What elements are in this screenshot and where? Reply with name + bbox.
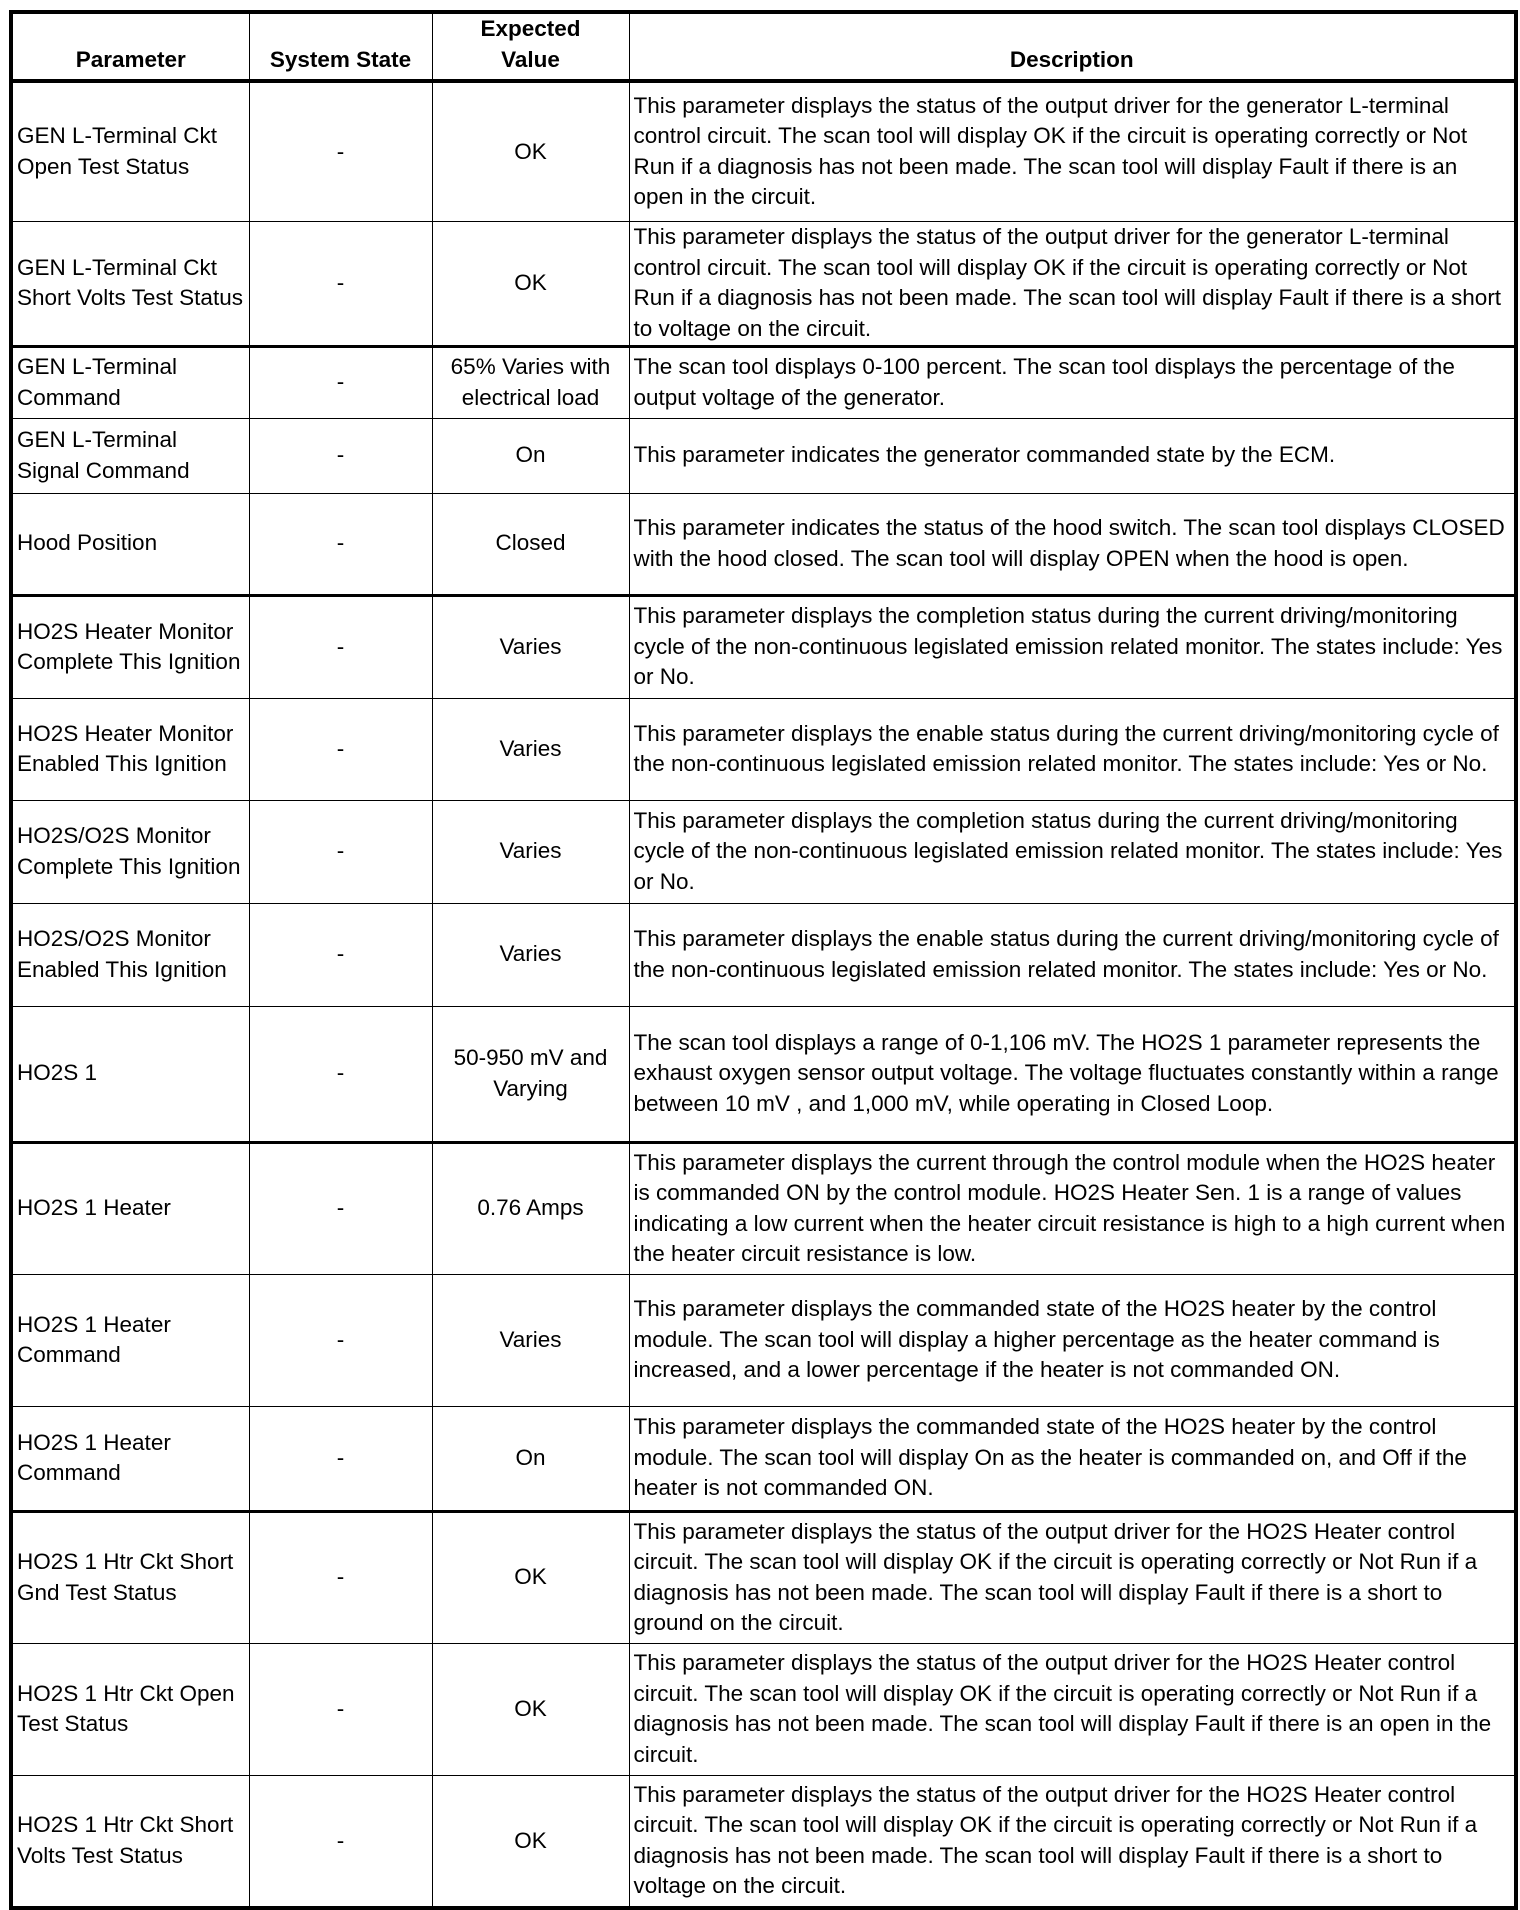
- cell-system-state: -: [249, 800, 432, 903]
- cell-system-state: -: [249, 595, 432, 698]
- header-system-state: System State: [249, 12, 432, 81]
- table-row: [11, 493, 1516, 595]
- cell-system-state: -: [249, 1511, 432, 1643]
- cell-system-state: -: [249, 81, 432, 221]
- cell-description: This parameter displays the enable status during the current driving/monitoring cycle of the non-continuous legislated emission related monitor. The states include: Yes or No.: [629, 698, 1516, 800]
- cell-system-state: -: [249, 1775, 432, 1908]
- table-row: [11, 81, 1516, 221]
- cell-parameter: Hood Position: [11, 493, 249, 595]
- header-row: [11, 12, 1516, 81]
- cell-expected-value: Varies: [432, 595, 629, 698]
- cell-expected-value: Varies: [432, 800, 629, 903]
- cell-parameter: HO2S/O2S Monitor Complete This Ignition: [11, 800, 249, 903]
- table-row: [11, 1775, 1516, 1908]
- cell-system-state: -: [249, 493, 432, 595]
- cell-description: The scan tool displays 0-100 percent. The scan tool displays the percentage of the output voltage of the generator.: [629, 346, 1516, 418]
- cell-system-state: -: [249, 221, 432, 346]
- cell-expected-value: OK: [432, 81, 629, 221]
- cell-parameter: HO2S 1 Htr Ckt Open Test Status: [11, 1643, 249, 1775]
- cell-parameter: HO2S/O2S Monitor Enabled This Ignition: [11, 903, 249, 1006]
- cell-parameter: GEN L-Terminal Ckt Short Volts Test Status: [11, 221, 249, 346]
- cell-description: The scan tool displays a range of 0-1,106 mV. The HO2S 1 parameter represents the exhaust oxygen sensor output voltage. The voltage fluctuates constantly within a range between 10 mV , and 1,000 mV, while operating in Closed Loop.: [629, 1006, 1516, 1142]
- table-row: [11, 698, 1516, 800]
- cell-description: This parameter displays the completion status during the current driving/monitoring cycle of the non-continuous legislated emission related monitor. The states include: Yes or No.: [629, 800, 1516, 903]
- cell-system-state: -: [249, 346, 432, 418]
- parameter-table: [9, 10, 1518, 1910]
- table-row: [11, 903, 1516, 1006]
- cell-description: This parameter displays the current through the control module when the HO2S heater is commanded ON by the control module. HO2S Heater Sen. 1 is a range of values indicating a low current when the heater circuit resistance is high to a high current when the heater circuit resistance is low.: [629, 1142, 1516, 1274]
- cell-description: This parameter displays the status of the output driver for the generator L-terminal control circuit. The scan tool will display OK if the circuit is operating correctly or Not Run if a diagnosis has not been made. The scan tool will display Fault if there is an open in the circuit.: [629, 81, 1516, 221]
- table-row: [11, 1643, 1516, 1775]
- cell-description: This parameter displays the completion status during the current driving/monitoring cycle of the non-continuous legislated emission related monitor. The states include: Yes or No.: [629, 595, 1516, 698]
- cell-expected-value: 65% Varies with electrical load: [432, 346, 629, 418]
- cell-expected-value: Varies: [432, 698, 629, 800]
- cell-parameter: GEN L-Terminal Signal Command: [11, 418, 249, 493]
- cell-expected-value: 50-950 mV and Varying: [432, 1006, 629, 1142]
- cell-system-state: -: [249, 418, 432, 493]
- cell-parameter: GEN L-Terminal Command: [11, 346, 249, 418]
- cell-expected-value: OK: [432, 221, 629, 346]
- cell-system-state: -: [249, 1643, 432, 1775]
- cell-description: This parameter displays the status of the output driver for the HO2S Heater control circuit. The scan tool will display OK if the circuit is operating correctly or Not Run if a diagnosis has not been made. The scan tool will display Fault if there is a short to voltage on the circuit.: [629, 1775, 1516, 1908]
- table-row: [11, 1006, 1516, 1142]
- cell-description: This parameter displays the status of the output driver for the generator L-terminal control circuit. The scan tool will display OK if the circuit is operating correctly or Not Run if a diagnosis has not been made. The scan tool will display Fault if there is a short to voltage on the circuit.: [629, 221, 1516, 346]
- cell-parameter: HO2S 1 Heater Command: [11, 1406, 249, 1511]
- cell-expected-value: Varies: [432, 1274, 629, 1406]
- cell-description: This parameter displays the status of the output driver for the HO2S Heater control circuit. The scan tool will display OK if the circuit is operating correctly or Not Run if a diagnosis has not been made. The scan tool will display Fault if there is an open in the circuit.: [629, 1643, 1516, 1775]
- header-parameter: Parameter: [11, 12, 249, 81]
- table-row: [11, 1406, 1516, 1511]
- header-expected-value-line1: Expected: [480, 16, 581, 41]
- cell-parameter: GEN L-Terminal Ckt Open Test Status: [11, 81, 249, 221]
- table-row: [11, 346, 1516, 418]
- cell-system-state: -: [249, 903, 432, 1006]
- table-row: [11, 1142, 1516, 1274]
- cell-system-state: -: [249, 1006, 432, 1142]
- cell-description: This parameter displays the enable status during the current driving/monitoring cycle of the non-continuous legislated emission related monitor. The states include: Yes or No.: [629, 903, 1516, 1006]
- cell-parameter: HO2S 1 Heater Command: [11, 1274, 249, 1406]
- cell-parameter: HO2S 1 Htr Ckt Short Volts Test Status: [11, 1775, 249, 1908]
- table-row: [11, 595, 1516, 698]
- table-row: [11, 800, 1516, 903]
- table-row: [11, 221, 1516, 346]
- cell-parameter: HO2S 1 Htr Ckt Short Gnd Test Status: [11, 1511, 249, 1643]
- cell-expected-value: 0.76 Amps: [432, 1142, 629, 1274]
- cell-description: This parameter displays the commanded state of the HO2S heater by the control module. The scan tool will display On as the heater is commanded on, and Off if the heater is not commanded ON.: [629, 1406, 1516, 1511]
- cell-parameter: HO2S 1: [11, 1006, 249, 1142]
- cell-description: This parameter displays the status of the output driver for the HO2S Heater control circuit. The scan tool will display OK if the circuit is operating correctly or Not Run if a diagnosis has not been made. The scan tool will display Fault if there is a short to ground on the circuit.: [629, 1511, 1516, 1643]
- cell-description: This parameter displays the commanded state of the HO2S heater by the control module. The scan tool will display a higher percentage as the heater command is increased, and a lower percentage if the heater is not commanded ON.: [629, 1274, 1516, 1406]
- header-expected-value: [432, 12, 629, 81]
- cell-parameter: HO2S Heater Monitor Enabled This Ignition: [11, 698, 249, 800]
- cell-expected-value: OK: [432, 1775, 629, 1908]
- cell-expected-value: On: [432, 418, 629, 493]
- cell-system-state: -: [249, 698, 432, 800]
- cell-system-state: -: [249, 1142, 432, 1274]
- cell-expected-value: On: [432, 1406, 629, 1511]
- cell-system-state: -: [249, 1274, 432, 1406]
- cell-expected-value: OK: [432, 1643, 629, 1775]
- table-row: [11, 1274, 1516, 1406]
- cell-description: This parameter indicates the status of the hood switch. The scan tool displays CLOSED with the hood closed. The scan tool will display OPEN when the hood is open.: [629, 493, 1516, 595]
- cell-expected-value: Closed: [432, 493, 629, 595]
- table-row: [11, 1511, 1516, 1643]
- cell-expected-value: Varies: [432, 903, 629, 1006]
- cell-parameter: HO2S Heater Monitor Complete This Ignition: [11, 595, 249, 698]
- table-row: [11, 418, 1516, 493]
- cell-system-state: -: [249, 1406, 432, 1511]
- cell-expected-value: OK: [432, 1511, 629, 1643]
- header-expected-value-line2: Value: [501, 46, 560, 72]
- cell-description: This parameter indicates the generator commanded state by the ECM.: [629, 418, 1516, 493]
- header-description: Description: [629, 12, 1516, 81]
- cell-parameter: HO2S 1 Heater: [11, 1142, 249, 1274]
